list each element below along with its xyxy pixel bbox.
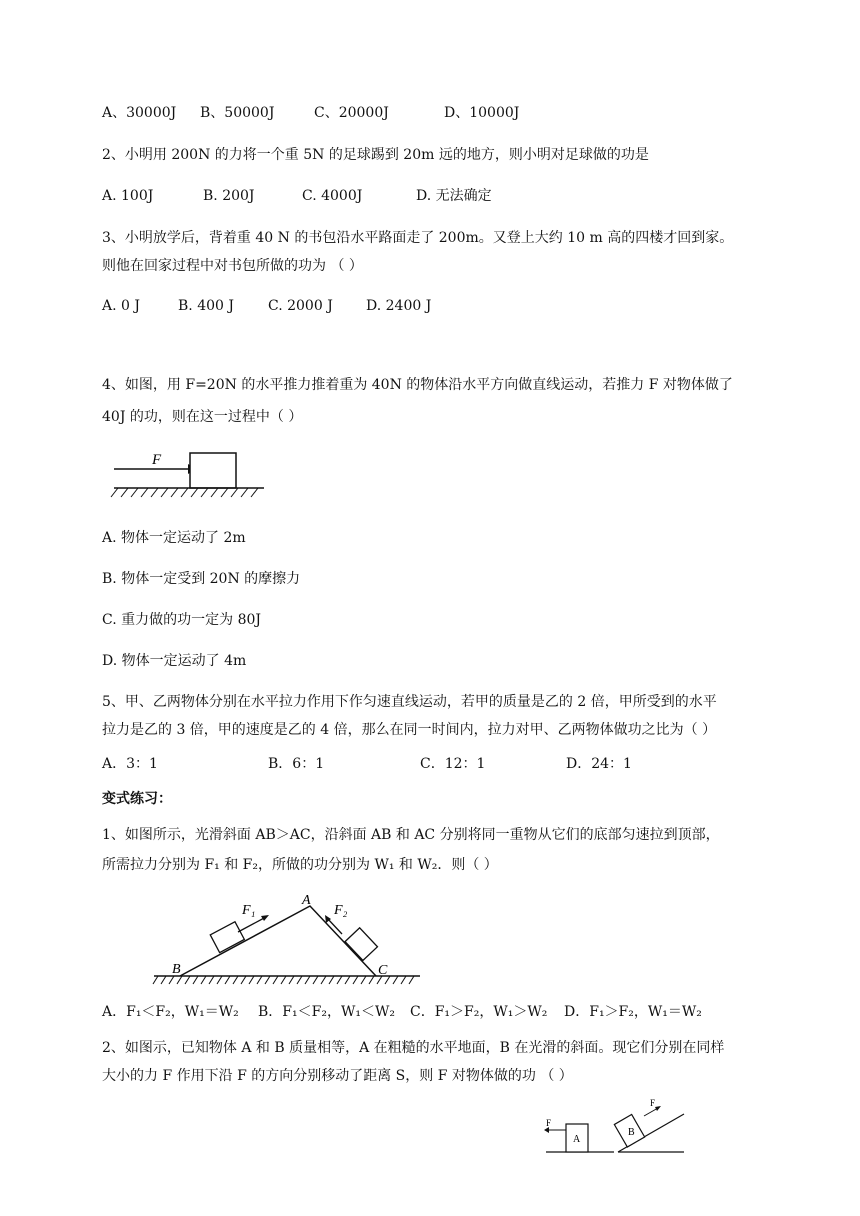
q3-option-a[interactable]: A. 0 J bbox=[102, 298, 140, 314]
v2-figure bbox=[540, 1096, 700, 1160]
q2-text: 2、小明用 200N 的力将一个重 5N 的足球踢到 20m 远的地方，则小明对足球做的功是 bbox=[102, 147, 649, 163]
q0-option-b[interactable]: B、50000J bbox=[200, 105, 275, 121]
q5-line2: 拉力是乙的 3 倍，甲的速度是乙的 4 倍，那么在同一时间内，拉力对甲、乙两物体做功之比为（ ） bbox=[102, 722, 717, 738]
v1-block-2 bbox=[345, 928, 377, 961]
q5-option-a[interactable]: A．3：1 bbox=[102, 756, 158, 772]
v1-label-a: A bbox=[302, 893, 311, 908]
v1-label-c: C bbox=[378, 963, 388, 978]
q2-option-c[interactable]: C. 4000J bbox=[302, 188, 363, 204]
v2-label-f-b: F bbox=[650, 1098, 656, 1108]
v2-label-b: B bbox=[628, 1127, 635, 1138]
v1-label-f2: F₂ bbox=[334, 903, 348, 918]
v1-f1-arrow bbox=[238, 917, 266, 932]
q4-ground-hatching bbox=[111, 488, 258, 497]
q2-option-d[interactable]: D. 无法确定 bbox=[416, 188, 492, 204]
v2-line1: 2、如图示，已知物体 A 和 B 质量相等，A 在粗糙的水平地面，B 在光滑的斜面。现它们分别在同样 bbox=[102, 1040, 725, 1056]
v1-option-d[interactable]: D．F₁＞F₂，W₁＝W₂ bbox=[564, 1004, 702, 1020]
q4-block bbox=[190, 453, 236, 488]
v1-incline-figure bbox=[150, 890, 430, 990]
q0-option-c[interactable]: C、20000J bbox=[314, 105, 389, 121]
v2-force-b-arrow bbox=[644, 1108, 658, 1116]
q3-line2: 则他在回家过程中对书包所做的功为 （ ） bbox=[102, 258, 363, 274]
v1-option-b[interactable]: B．F₁＜F₂，W₁＜W₂ bbox=[258, 1004, 395, 1020]
q2-option-a[interactable]: A. 100J bbox=[102, 188, 154, 204]
v1-label-b: B bbox=[172, 962, 181, 977]
v2-force-b-arrow-head bbox=[655, 1106, 661, 1111]
q5-option-c[interactable]: C．12：1 bbox=[420, 756, 486, 772]
q4-figure bbox=[108, 444, 268, 504]
v1-f1-arrow-head bbox=[261, 915, 269, 921]
q4-line1: 4、如图，用 F=20N 的水平推力推着重为 40N 的物体沿水平方向做直线运动，若推力 F 对物体做了 bbox=[102, 377, 733, 393]
v1-option-a[interactable]: A．F₁＜F₂，W₁＝W₂ bbox=[102, 1004, 239, 1020]
q5-line1: 5、甲、乙两物体分别在水平拉力作用下作匀速直线运动，若甲的质量是乙的 2 倍，甲所受到的水平 bbox=[102, 694, 717, 710]
v1-label-f1: F₁ bbox=[242, 903, 256, 918]
q3-option-c[interactable]: C. 2000 J bbox=[268, 298, 333, 314]
q3-option-b[interactable]: B. 400 J bbox=[178, 298, 234, 314]
q4-option-d[interactable]: D. 物体一定运动了 4m bbox=[102, 653, 247, 669]
q2-option-b[interactable]: B. 200J bbox=[203, 188, 255, 204]
q3-option-d[interactable]: D. 2400 J bbox=[366, 298, 432, 314]
v2-label-a: A bbox=[573, 1134, 581, 1145]
q0-option-a[interactable]: A、30000J bbox=[102, 105, 177, 121]
section-title: 变式练习： bbox=[102, 791, 172, 807]
q4-option-c[interactable]: C. 重力做的功一定为 80J bbox=[102, 612, 261, 628]
q4-force-label: F bbox=[152, 452, 162, 468]
q5-option-d[interactable]: D．24：1 bbox=[566, 756, 632, 772]
q5-option-b[interactable]: B．6：1 bbox=[268, 756, 325, 772]
v2-line2: 大小的力 F 作用下沿 F 的方向分别移动了距离 S，则 F 对物体做的功 （ ） bbox=[102, 1068, 573, 1084]
q3-line1: 3、小明放学后，背着重 40 N 的书包沿水平路面走了 200m。又登上大约 10 m 高的四楼才回到家。 bbox=[102, 230, 734, 246]
v1-option-c[interactable]: C．F₁＞F₂，W₁＞W₂ bbox=[410, 1004, 548, 1020]
q4-line2: 40J 的功，则在这一过程中（ ） bbox=[102, 409, 303, 425]
q0-option-d[interactable]: D、10000J bbox=[444, 105, 520, 121]
v1-block-1 bbox=[210, 922, 244, 953]
v2-label-f-a: F bbox=[546, 1118, 552, 1128]
v1-line1: 1、如图所示，光滑斜面 AB＞AC，沿斜面 AB 和 AC 分别将同一重物从它们的底部匀速拉到顶部， bbox=[102, 827, 720, 843]
v1-ground-hatching bbox=[153, 976, 414, 984]
q4-option-a[interactable]: A. 物体一定运动了 2m bbox=[102, 530, 246, 546]
q4-option-b[interactable]: B. 物体一定受到 20N 的摩擦力 bbox=[102, 571, 301, 587]
v1-line2: 所需拉力分别为 F₁ 和 F₂，所做的功分别为 W₁ 和 W₂．则（ ） bbox=[102, 857, 498, 873]
